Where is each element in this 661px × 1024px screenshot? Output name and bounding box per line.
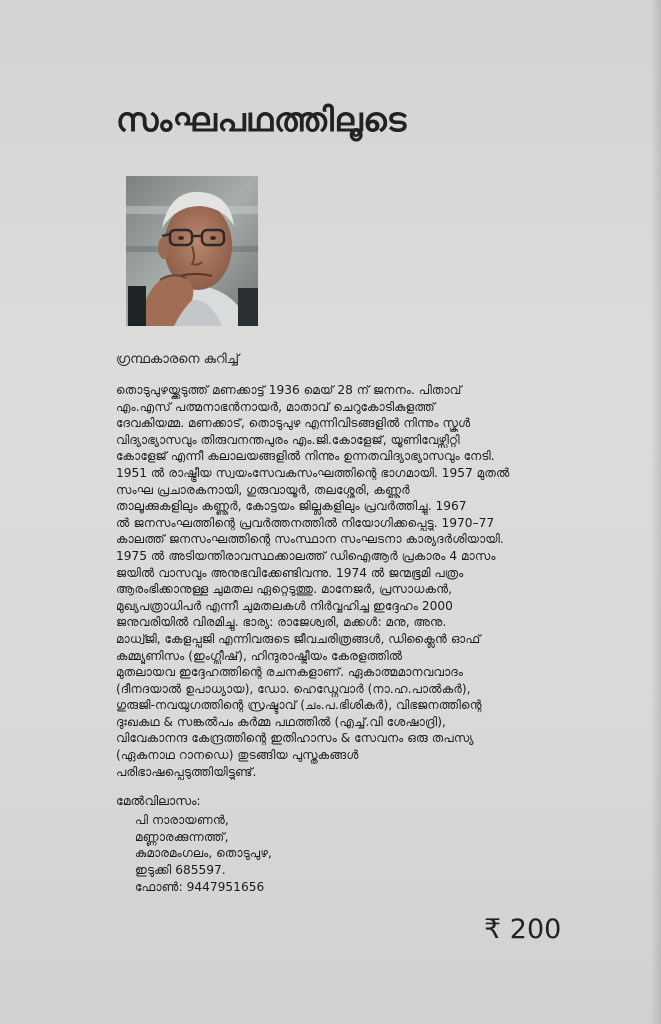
address-line: പി നാരായണൻ, [135,813,229,827]
bio-line: സംഘ പ്രചാരകനായി, ഗുരുവായൂർ, തലശ്ശേരി, കണ്ണൂർ [116,482,410,497]
bio-line: ദേവകിയമ്മ. മണക്കാട്, തൊടുപുഴ എന്നിവിടങ്ങളിൽ നിന്നും സ്കൂൾ [116,416,471,431]
address-label: മേൽവിലാസം: [116,793,201,808]
bio-line: മാധ്വ്ജി, കേളപ്പജി എന്നിവരുടെ ജീവചരിത്രങ്ങൾ, ഡിക്ലൈൻ ഓഫ് [116,631,481,646]
bio-line: കമ്മ്യൂണിസം (ഇംഗ്ലീഷ്), ഹിന്ദുരാഷ്ട്രീയം കേരളത്തിൽ [116,648,403,663]
bio-line: 1975 ൽ അടിയന്തിരാവസ്ഥക്കാലത്ത് ഡിഐആർ പ്രകാരം 4 മാസം [116,548,496,563]
book-title: സംഘപഥത്തിലൂടെ [116,100,407,139]
address-line: മണ്ണാരക്കുന്നത്ത്, [135,829,229,844]
bio-line: ൽ ജനസംഘത്തിന്റെ പ്രവർത്തനത്തിൽ നിയോഗിക്കപ്പെട്ടു. 1970–77 [116,515,495,530]
bio-line: എം.എസ് പത്മനാഭൻനായർ, മാതാവ് ചെറുകോടികുളത്ത് [116,399,435,414]
address-line: ഫോൺ: 9447951656 [135,879,265,894]
bio-line: 1951 ൽ രാഷ്ട്രീയ സ്വയംസേവകസംഘത്തിന്റെ ഭാഗമായി. 1957 മുതൽ [116,465,510,480]
price-tag: ₹ 200 [484,914,562,945]
bio-line: ആരംഭിക്കാനുള്ള ചുമതല ഏറ്റെടുത്തു. മാനേജർ, പ്രസാധകൻ, [116,582,453,597]
bio-line: പരിഭാഷപ്പെടുത്തിയിട്ടുണ്ട്. [116,764,257,779]
address-line: കുമാരമംഗലം, തൊടുപുഴ, [135,846,272,861]
author-address [135,812,272,896]
bio-line: തൊടുപുഴയ്ക്കടുത്ത് മണക്കാട്ട് 1936 മെയ് 28 ന് ജനനം. പിതാവ് [116,383,462,397]
bio-line: കോളേജ് എന്നീ കലാലയങ്ങളിൽ നിന്നും ഉന്നതവിദ്യാഭ്യാസവും നേടി. [116,449,495,464]
bio-line: വിദ്യാഭ്യാസവും തിരുവനന്തപുരം എം.ജി.കോളേജ്, യൂണിവേഴ്സിറ്റി [116,432,460,447]
bio-line: ഗുരുജി-നവയുഗത്തിന്റെ സ്രഷ്ടാവ് (ചം.പ.ഭിശികർ), വിഭജനത്തിന്റെ [116,698,482,713]
author-photo [126,176,258,326]
bio-line: വിവേകാനന്ദ കേന്ദ്രത്തിന്റെ ഇതിഹാസം & സേവനം ഒരു തപസ്യ [116,731,474,746]
about-author-heading: ഗ്രന്ഥകാരനെ കുറിച്ച് [116,352,240,367]
address-line: ഇടുക്കി 685597. [135,863,226,878]
bio-line: മുഖ്യപത്രാധിപർ എന്നീ ചുമതലകൾ നിർവ്വഹിച്ച ഇദ്ദേഹം 2000 [116,598,453,613]
bio-line: (ദീനദയാൽ ഉപാധ്യായ), ഡോ. ഹെഡ്ഗേവാർ (നാ.ഹ.പാൽകർ), [116,681,471,696]
bio-line: ജനുവരിയിൽ വിരമിച്ചു. ഭാര്യ: രാജേശ്വരി, മക്കൾ: മനു, അനു. [116,615,447,630]
bio-line: ജയിൽ വാസവും അനുഭവിക്കേണ്ടിവന്നു. 1974 ൽ ജന്മഭൂമി പത്രം [116,565,464,580]
author-biography [116,382,576,780]
bio-line: ദുഃഖകഥ & സങ്കൽപം കർമ്മ പഥത്തിൽ (എച്ച്.വി ശേഷാദ്രി), [116,714,446,729]
bio-line: (ഏകനാഥ റാനഡെ) തുടങ്ങിയ പുസ്തകങ്ങൾ [116,748,359,763]
bio-line: താലൂക്കുകളിലും കണ്ണൂർ, കോട്ടയം ജില്ലകളിലും പ്രവർത്തിച്ചു. 1967 [116,499,467,514]
cover-edge-shadow [651,0,661,1024]
bio-line: കാലത്ത് ജനസംഘത്തിന്റെ സംസ്ഥാന സംഘടനാ കാര്യദർശിയായി. [116,532,504,547]
bio-line: മുതലായവ ഇദ്ദേഹത്തിന്റെ രചനകളാണ്. ഏകാത്മമാനവവാദം [116,665,463,680]
